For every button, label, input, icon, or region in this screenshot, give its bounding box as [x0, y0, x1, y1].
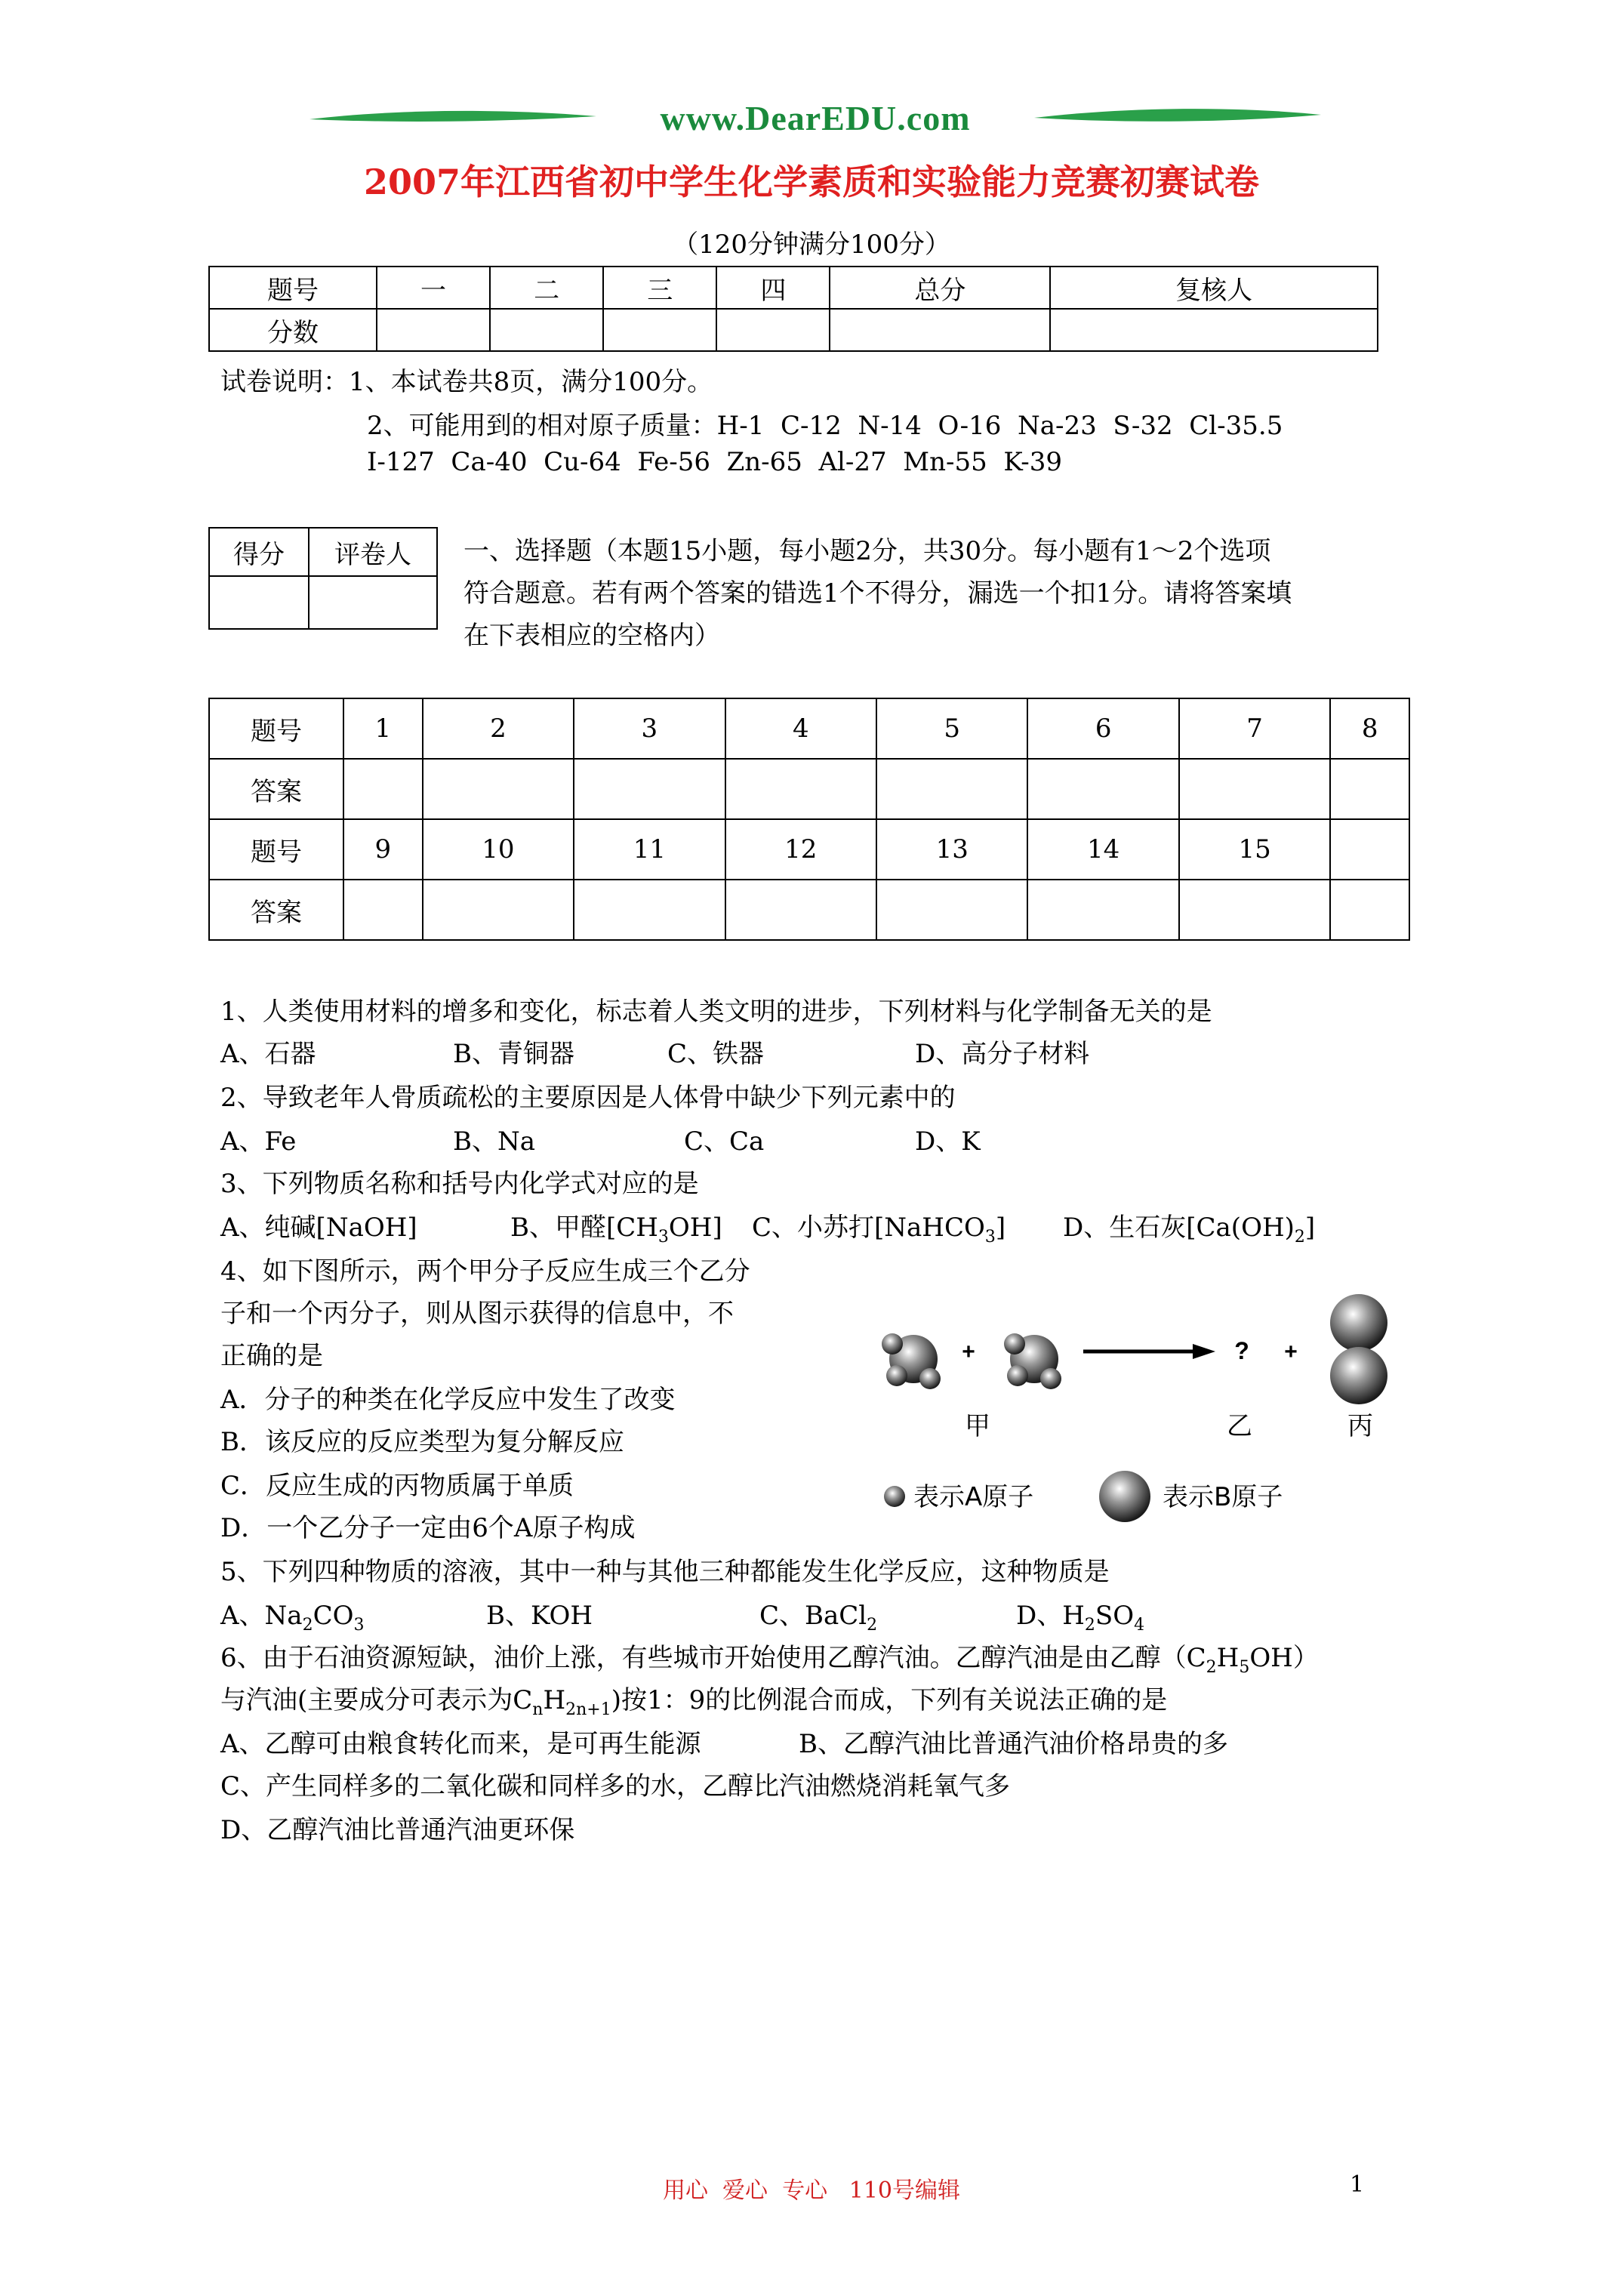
- answer-cell: [1330, 759, 1409, 819]
- q5-option-c-part: C、BaCl: [759, 1601, 867, 1631]
- instruction-line-1: 试卷说明：1、本试卷共8页，满分100分。: [220, 367, 713, 397]
- q5-option-b: B、KOH: [486, 1601, 593, 1631]
- q4-option-b: B．该反应的反应类型为复分解反应: [220, 1427, 624, 1457]
- q6-sub: n: [532, 1700, 544, 1719]
- label-bing: 丙: [1347, 1411, 1373, 1441]
- q6-option-a: A、乙醇可由粮食转化而来，是可再生能源: [220, 1729, 701, 1759]
- q3-option-d-part: D、生石灰[Ca(OH): [1063, 1213, 1295, 1243]
- answer-num-cell: 3: [574, 698, 725, 759]
- score-header-cell: 一: [377, 267, 490, 309]
- answer-num-cell: 5: [876, 698, 1027, 759]
- legend-a-atom-icon: [884, 1486, 905, 1507]
- q6-option-c: C、产生同样多的二氧化碳和同样多的水，乙醇比汽油燃烧消耗氧气多: [220, 1771, 1011, 1801]
- unknown-product: ?: [1234, 1337, 1249, 1364]
- answer-num-cell: 12: [725, 819, 876, 880]
- grader-score-label: 得分: [209, 528, 309, 576]
- score-cell: [377, 309, 490, 351]
- grader-score-cell: [209, 576, 309, 629]
- q5-option-a-part: A、Na: [220, 1601, 303, 1631]
- answer-cell: [343, 880, 423, 940]
- score-header-cell: 总分: [830, 267, 1050, 309]
- answer-cell: [725, 880, 876, 940]
- answer-cell: [876, 880, 1027, 940]
- answer-cell: [574, 759, 725, 819]
- answer-table: [208, 698, 1410, 941]
- legend-b-label: 表示B原子: [1163, 1482, 1283, 1512]
- section1-intro-line-1: 一、选择题（本题15小题，每小题2分，共30分。每小题有1～2个选项: [463, 536, 1271, 566]
- page-subtitle: （120分钟满分100分）: [673, 230, 950, 260]
- q6-sub: 2n+1: [565, 1700, 611, 1719]
- q5-option-d-part: SO: [1095, 1601, 1135, 1631]
- answer-num-cell: 13: [876, 819, 1027, 880]
- q6-text: OH）: [1249, 1643, 1319, 1673]
- question-6-line-2: [220, 1679, 1167, 1719]
- q2-option-c: C、Ca: [684, 1126, 765, 1157]
- answer-num-cell: 6: [1027, 698, 1178, 759]
- q1-option-a: A、石器: [220, 1039, 316, 1069]
- q3-option-b: [510, 1207, 722, 1247]
- q3-option-c: [752, 1207, 1006, 1247]
- molecule-jia-2: [1004, 1333, 1061, 1389]
- answer-num-cell: 11: [574, 819, 725, 880]
- score-cell: [830, 309, 1050, 351]
- q5-option-c: [759, 1595, 877, 1635]
- answer-num-cell: 8: [1330, 698, 1409, 759]
- q5-option-d: [1016, 1595, 1144, 1635]
- score-table: [208, 266, 1378, 352]
- score-header-cell: 三: [603, 267, 716, 309]
- q3-option-d: [1063, 1207, 1315, 1247]
- score-header-cell: 复核人: [1050, 267, 1378, 309]
- score-cell: [1050, 309, 1378, 351]
- legend-a-label: 表示A原子: [913, 1482, 1034, 1512]
- grader-name-cell: [309, 576, 437, 629]
- answer-cell: [725, 759, 876, 819]
- q3-option-a: A、纯碱[NaOH]: [220, 1213, 417, 1243]
- page-footer: 用心 爱心 专心 110号编辑: [662, 2177, 960, 2204]
- q3-option-d-part: ]: [1304, 1213, 1316, 1243]
- question-4-line-2: 子和一个丙分子，则从图示获得的信息中，不: [220, 1299, 734, 1329]
- score-header-cell: 二: [490, 267, 603, 309]
- answer-num-cell: 10: [423, 819, 574, 880]
- plus-sign: +: [962, 1339, 975, 1364]
- answer-num-cell: 14: [1027, 819, 1178, 880]
- q4-option-a: A．分子的种类在化学反应中发生了改变: [220, 1385, 676, 1415]
- section1-intro-line-3: 在下表相应的空格内）: [463, 621, 720, 651]
- answer-num-cell: 2: [423, 698, 574, 759]
- molecule-jia-1: [882, 1333, 941, 1389]
- answer-cell: [1027, 880, 1178, 940]
- q5-option-d-sub: 2: [1084, 1615, 1095, 1635]
- question-4-line-3: 正确的是: [220, 1341, 323, 1371]
- q1-option-b: B、青铜器: [453, 1039, 574, 1069]
- q3-option-d-sub: 2: [1294, 1227, 1305, 1247]
- instruction-line-2: 2、可能用到的相对原子质量：H-1 C-12 N-14 O-16 Na-23 S-32 Cl-35.5: [367, 411, 1283, 441]
- q4-option-c: C．反应生成的丙物质属于单质: [220, 1471, 574, 1501]
- q6-sub: 2: [1206, 1657, 1217, 1677]
- question-6-line-1: [220, 1637, 1319, 1677]
- grader-box: [208, 527, 438, 630]
- q6-option-d: D、乙醇汽油比普通汽油更环保: [220, 1815, 575, 1845]
- q1-option-c: C、铁器: [667, 1039, 765, 1069]
- question-3: 3、下列物质名称和括号内化学式对应的是: [220, 1169, 699, 1199]
- instruction-line-3: I-127 Ca-40 Cu-64 Fe-56 Zn-65 Al-27 Mn-55 K-39: [367, 447, 1063, 477]
- answer-cell: [1179, 880, 1330, 940]
- q2-option-d: D、K: [915, 1126, 981, 1157]
- label-yi: 乙: [1227, 1411, 1252, 1441]
- q2-option-a: A、Fe: [220, 1126, 297, 1157]
- section1-intro-line-2: 符合题意。若有两个答案的错选1个不得分，漏选一个扣1分。请将答案填: [463, 578, 1292, 609]
- answer-cell: [343, 759, 423, 819]
- plus-sign: +: [1284, 1339, 1298, 1364]
- q4-option-d: D．一个乙分子一定由6个A原子构成: [220, 1513, 636, 1543]
- answer-cell: [423, 880, 574, 940]
- q3-option-b-sub: 3: [658, 1227, 669, 1247]
- q5-option-d-part: D、H: [1016, 1601, 1085, 1631]
- answer-label: 答案: [209, 759, 343, 819]
- legend-b-atom-icon: [1099, 1471, 1150, 1522]
- q6-text: H: [543, 1685, 566, 1715]
- question-1: 1、人类使用材料的增多和变化，标志着人类文明的进步，下列材料与化学制备无关的是: [220, 997, 1212, 1027]
- answer-num-cell: 15: [1179, 819, 1330, 880]
- q5-option-a-part: CO: [313, 1601, 354, 1631]
- molecule-bing: [1330, 1294, 1387, 1404]
- q5-option-a: [220, 1595, 364, 1635]
- question-2: 2、导致老年人骨质疏松的主要原因是人体骨中缺少下列元素中的: [220, 1083, 956, 1113]
- score-header-cell: 题号: [209, 267, 377, 309]
- score-cell: [716, 309, 830, 351]
- site-banner: [310, 98, 1321, 143]
- grader-name-label: 评卷人: [309, 528, 437, 576]
- question-4-line-1: 4、如下图所示，两个甲分子反应生成三个乙分: [220, 1256, 750, 1287]
- answer-cell: [423, 759, 574, 819]
- answer-num-label: 题号: [209, 698, 343, 759]
- answer-cell: [876, 759, 1027, 819]
- page-number: 1: [1350, 2171, 1365, 2198]
- q6-text: 与汽油(主要成分可表示为C: [220, 1685, 533, 1715]
- q3-option-b-part: B、甲醛[CH: [510, 1213, 658, 1243]
- q5-option-a-sub: 2: [302, 1615, 313, 1635]
- answer-num-cell: [1330, 819, 1409, 880]
- reaction-figure: [861, 1284, 1419, 1533]
- q5-option-c-sub: 2: [867, 1615, 878, 1635]
- reaction-arrow: [1083, 1344, 1215, 1359]
- question-5: 5、下列四种物质的溶液，其中一种与其他三种都能发生化学反应，这种物质是: [220, 1557, 1110, 1587]
- answer-cell: [574, 880, 725, 940]
- answer-cell: [1027, 759, 1178, 819]
- page-title: 2007年江西省初中学生化学素质和实验能力竞赛初赛试卷: [363, 162, 1260, 202]
- answer-num-cell: 7: [1179, 698, 1330, 759]
- q6-text: 6、由于石油资源短缺，油价上涨，有些城市开始使用乙醇汽油。乙醇汽油是由乙醇（C: [220, 1643, 1206, 1673]
- answer-cell: [1179, 759, 1330, 819]
- q3-option-c-part: ]: [995, 1213, 1006, 1243]
- q6-text: H: [1216, 1643, 1240, 1673]
- score-cell: [603, 309, 716, 351]
- site-url: www.DearEDU.com: [660, 99, 971, 137]
- q3-option-c-part: C、小苏打[NaHCO: [752, 1213, 985, 1243]
- q3-option-c-sub: 3: [984, 1227, 996, 1247]
- score-header-cell: 四: [716, 267, 830, 309]
- q6-sub: 5: [1239, 1657, 1250, 1677]
- answer-label: 答案: [209, 880, 343, 940]
- q5-option-a-sub: 3: [353, 1615, 365, 1635]
- score-row-label: 分数: [209, 309, 377, 351]
- score-cell: [490, 309, 603, 351]
- q5-option-d-sub: 4: [1134, 1615, 1145, 1635]
- q3-option-b-part: OH]: [668, 1213, 722, 1243]
- answer-num-cell: 9: [343, 819, 423, 880]
- label-jia: 甲: [965, 1411, 990, 1441]
- q6-text: )按1：9的比例混合而成，下列有关说法正确的是: [611, 1685, 1168, 1715]
- q2-option-b: B、Na: [453, 1126, 536, 1157]
- q6-option-b: B、乙醇汽油比普通汽油价格昂贵的多: [799, 1729, 1228, 1759]
- answer-num-label: 题号: [209, 819, 343, 880]
- q1-option-d: D、高分子材料: [915, 1039, 1090, 1069]
- answer-num-cell: 4: [725, 698, 876, 759]
- answer-num-cell: 1: [343, 698, 423, 759]
- answer-cell: [1330, 880, 1409, 940]
